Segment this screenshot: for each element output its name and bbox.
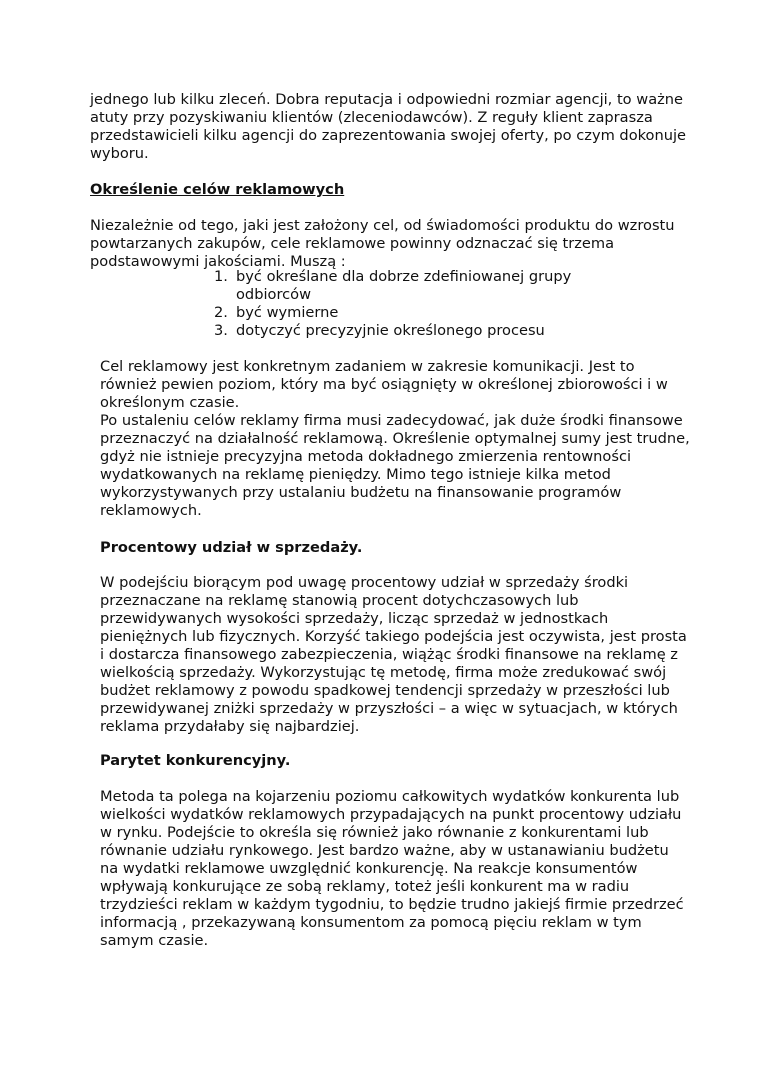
- heading-advertising-goals: Określenie celów reklamowych: [90, 181, 345, 198]
- list-item-text: być określane dla dobrze zdefiniowanej grupy odbiorców: [236, 268, 572, 303]
- list-item: [214, 304, 634, 322]
- paragraph-percent-of-sales: W podejściu biorącym pod uwagę procentowy udział w sprzedaży środki przeznaczane na reklamę stanowią procent dotychczasowych lub przewidywanych wysokości sprzedaży, licząc sprzedaż w jednostkach pieniężnych lub fizycznych. Korzyść takiego podejścia jest oczywista, jest prosta i dostarcza finansowego zabezpieczenia, wiążąc środki finansowe na reklamę z wielkością sprzedaży. Wykorzystując tę metodę, firma może zredukować swój budżet reklamowy z powodu spadkowej tendencji sprzedaży w przeszłości lub przewidywanej zniżki sprzedaży w przyszłości – a więc w sytuacjach, w których reklama przydałaby się najbardziej.: [100, 574, 687, 735]
- list-item-number: 1.: [214, 268, 228, 285]
- list-item-text: dotyczyć precyzyjnie określonego procesu: [236, 322, 545, 339]
- heading-percent-of-sales: Procentowy udział w sprzedaży.: [100, 539, 363, 556]
- paragraph-budget: Po ustaleniu celów reklamy firma musi zadecydować, jak duże środki finansowe przeznaczyć na działalność reklamową. Określenie optymalnej sumy jest trudne, gdyż nie istnieje precyzyjna metoda dokładnego zmierzenia rentowności wydatkowanych na reklamę pieniędzy. Mimo tego istnieje kilka metod wykorzystywanych przy ustalaniu budżetu na finansowanie programów reklamowych.: [100, 412, 690, 519]
- list-item: [214, 268, 634, 304]
- definition-section: [100, 358, 690, 520]
- paragraph-competitive-parity: Metoda ta polega na kojarzeniu poziomu całkowitych wydatków konkurenta lub wielkości wydatków reklamowych przypadających na punkt procentowy udziału w rynku. Podejście to określa się również jako równanie z konkurentami lub równanie udziału rynkowego. Jest bardzo ważne, aby w ustanawianiu budżetu na wydatki reklamowe uwzględnić konkurencję. Na reakcje konsumentów wpływają konkurujące ze sobą reklamy, toteż jeśli konkurent ma w radiu trzydzieści reklam w każdym tygodniu, to będzie trudno jakiejś firmie przedrzeć informacją , przekazywaną konsumentom za pomocą pięciu reklam w tym samym czasie.: [100, 788, 684, 949]
- paragraph-intro: jednego lub kilku zleceń. Dobra reputacja i odpowiedni rozmiar agencji, to ważne atuty przy pozyskiwaniu klientów (zleceniodawców). Z reguły klient zaprasza przedstawicieli kilku agencji do zaprezentowania swojej oferty, po czym dokonuje wyboru.: [90, 91, 687, 162]
- heading-competitive-parity: Parytet konkurencyjny.: [100, 752, 291, 769]
- list-item-text: być wymierne: [236, 304, 339, 321]
- list-item-number: 3.: [214, 322, 228, 339]
- list-item-number: 2.: [214, 304, 228, 321]
- paragraph-goals: Niezależnie od tego, jaki jest założony cel, od świadomości produktu do wzrostu powtarzanych zakupów, cele reklamowe powinny odznaczać się trzema podstawowymi jakościami. Muszą :: [90, 217, 675, 270]
- qualities-list: [214, 268, 634, 340]
- paragraph-definition: Cel reklamowy jest konkretnym zadaniem w zakresie komunikacji. Jest to również pewien poziom, który ma być osiągnięty w określonej zbiorowości i w określonym czasie.: [100, 358, 668, 411]
- list-item: [214, 322, 634, 340]
